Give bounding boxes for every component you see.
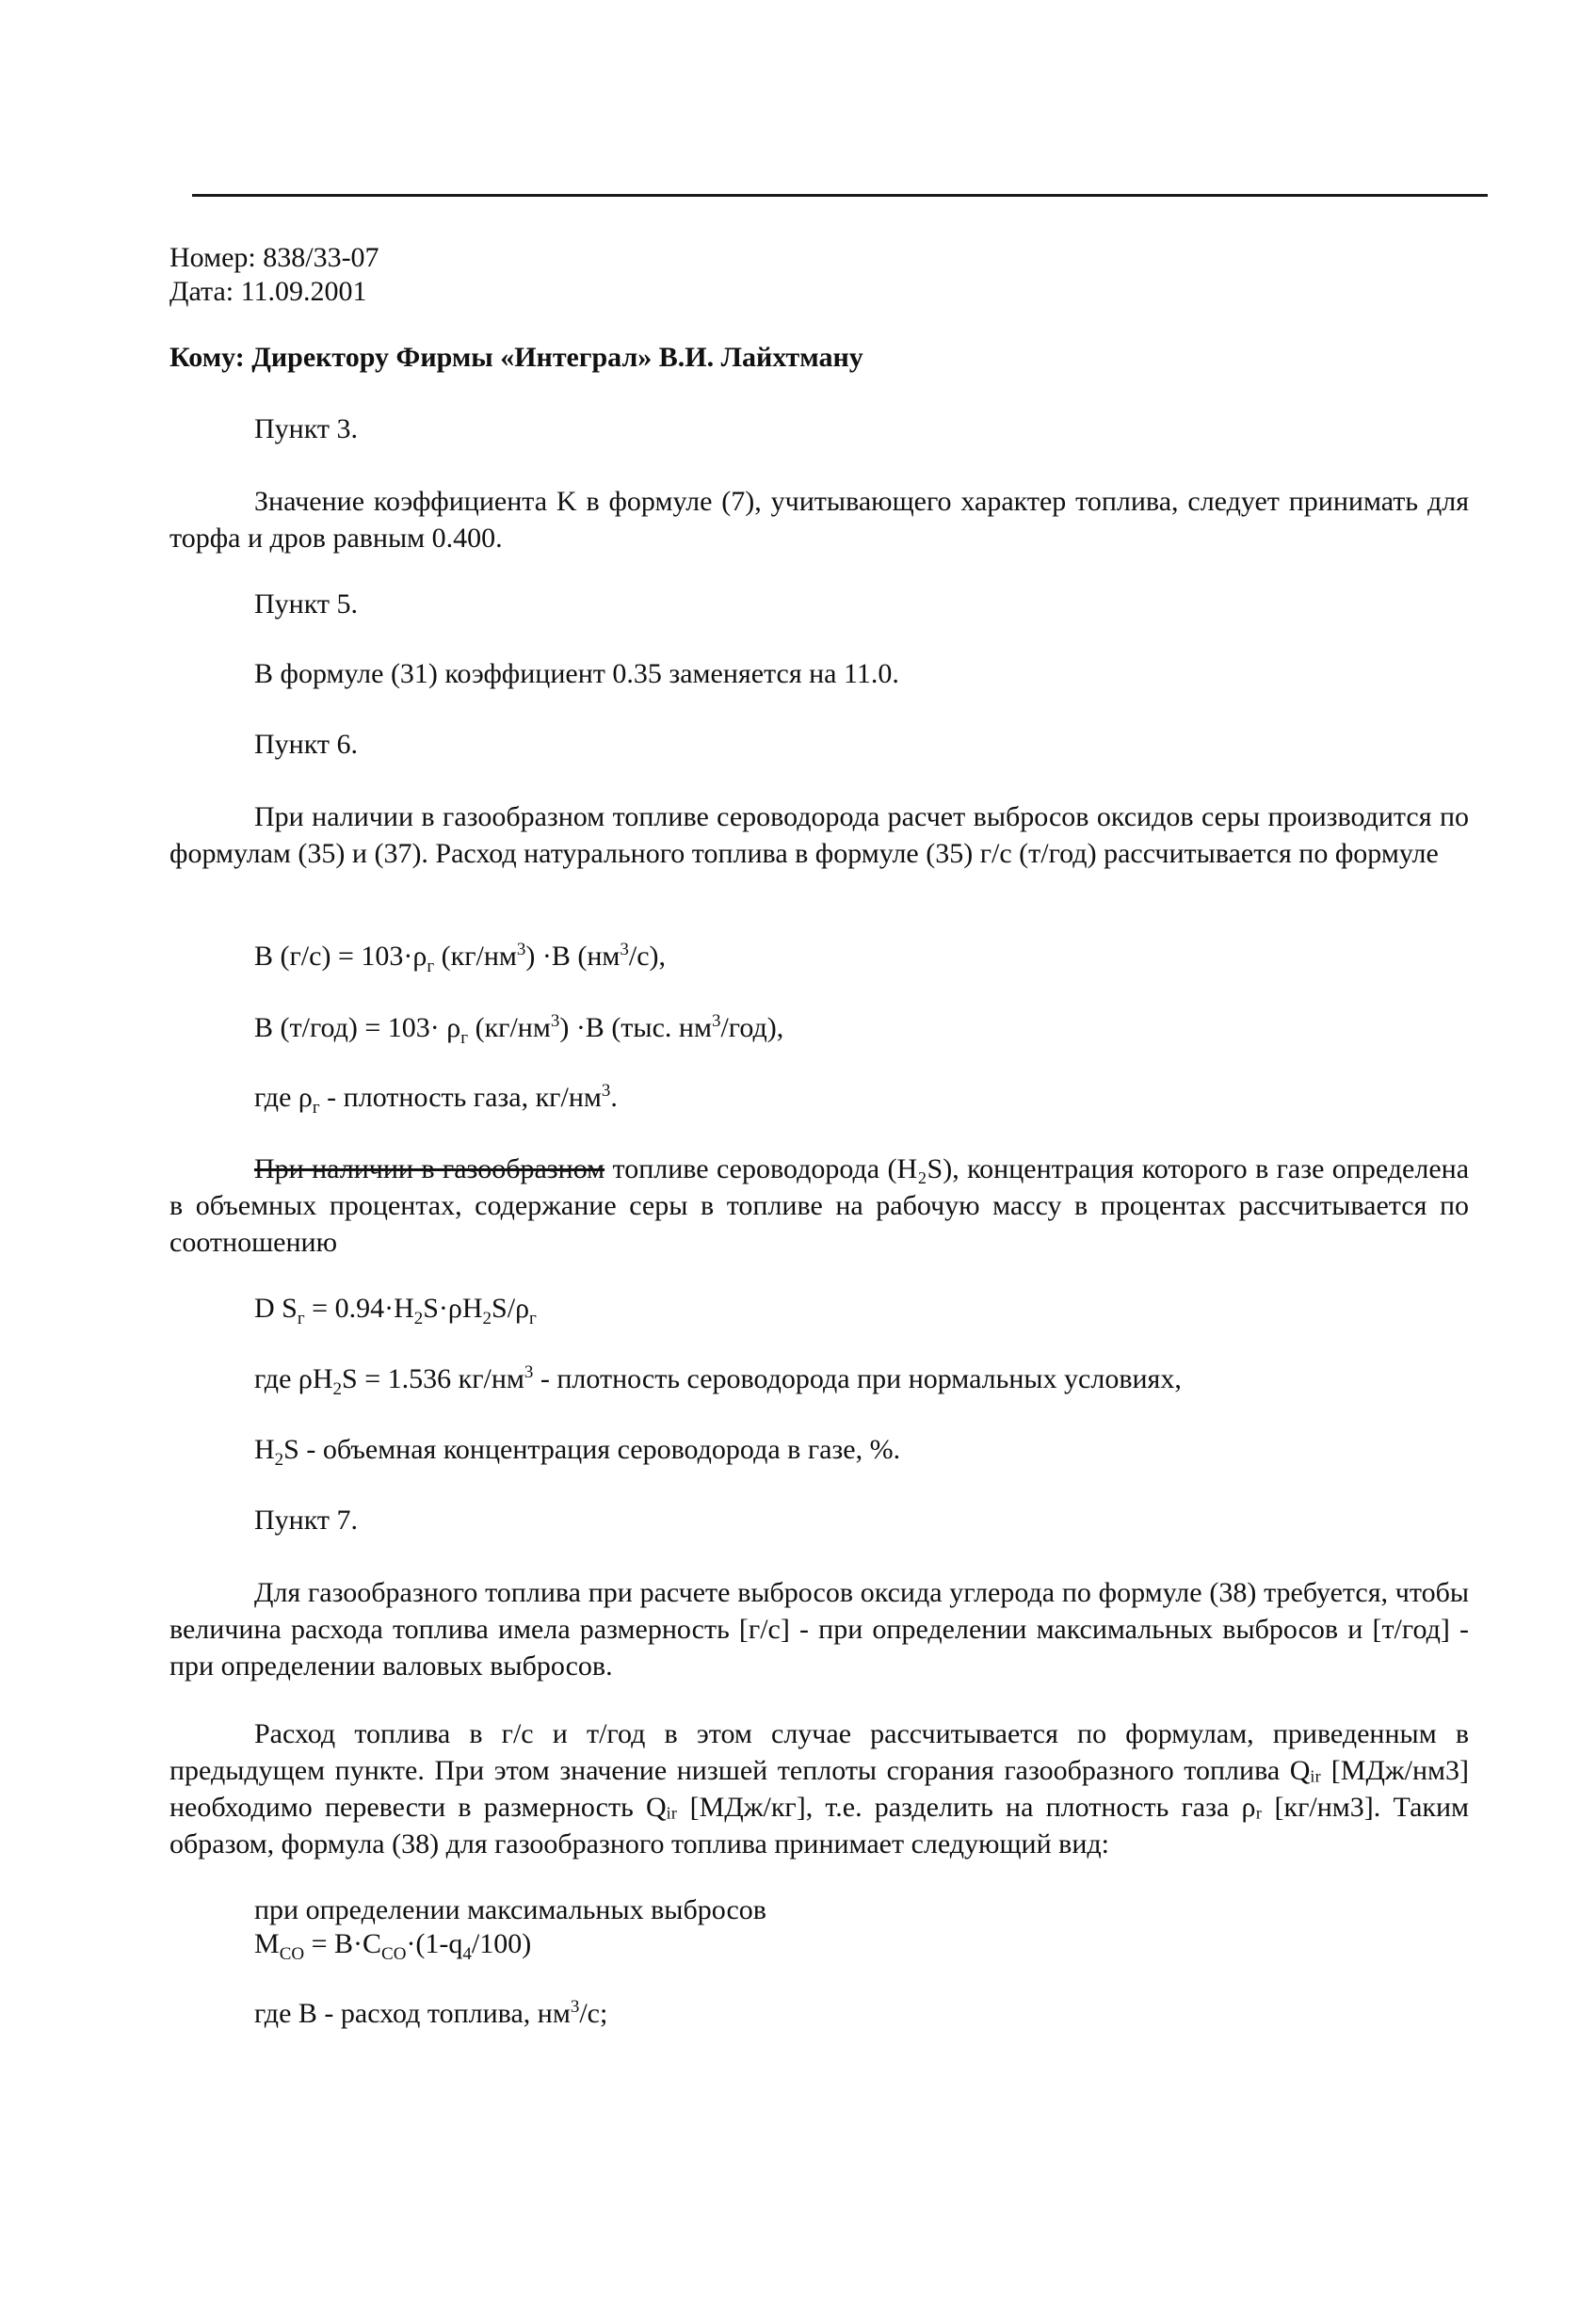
item-5-heading: Пункт 5. [254,588,359,620]
item-6-sulfur-text: При наличии в газообразном топливе сероводорода (H₂S), концентрация которого в газе определена в объемных процентах, содержание серы в топливе на рабочую массу в процентах рассчитывается по соотношению [169,1153,1470,1258]
item-7-heading: Пункт 7. [254,1505,359,1536]
item-7-text: Для газообразного топлива при расчете выбросов оксида углерода по формуле (38) требуется, чтобы величина расхода топлива имела размерность [г/с] - при определении максимальных выбросов и [т/год] - при определении валовых выбросов. [169,1577,1469,1682]
formula-where-fuel-consumption: где В - расход топлива, $нм^3/с$; [254,1997,608,2029]
formula-where-density: где $\rho_г$ - плотность газа, $кг/нм^3$. [254,1081,618,1118]
formula-b-tyear: В $(т/год) = 103\cdot \rho_г$ $(кг/нм^3) \cdot В$ (тыс. $нм^3/год$), [254,1011,784,1048]
document-number: Номер: 838/33-07 [169,242,379,273]
formula-where-h2s-concentration: $H_2S$ - объемная концентрация сероводорода в газе, %. [254,1434,901,1470]
header-rule [192,194,1488,197]
document-date: Дата: 11.09.2001 [169,276,367,307]
addressee: Кому: Директору Фирмы «Интеграл» В.И. Лайхтману [169,342,863,373]
item-6-text: При наличии в газообразном топливе сероводорода расчет выбросов оксидов серы производится по формулам (35) и (37). Расход натурального топлива в формуле (35) г/с (т/год) рассчитывается по формуле [169,801,1469,869]
item-5-text: В формуле (31) коэффициент 0.35 заменяется на 11.0. [254,658,899,689]
formula-where-h2s-density: где $\rho H_2S = 1.536$ $кг/нм^3$ - плотность сероводорода при нормальных условиях, [254,1362,1182,1399]
item-3-text: Значение коэффициента K в формуле (7), учитывающего характер топлива, следует принимать для торфа и дров равным 0.400. [169,486,1469,554]
item-3-heading: Пункт 3. [254,413,359,444]
item-7-fuel-text: Расход топлива в г/с и т/год в этом случае рассчитывается по формулам, приведенным в предыдущем пункте. При этом значение низшей теплоты сгорания газообразного топлива Qᵢᵣ [МДж/нм3] необходимо перевести в размерность Qᵢᵣ [МДж/кг], т.е. разделить на плотность газа ρᵣ [кг/нм3]. Таким образом, формула (38) для газообразного топлива принимает следующий вид: [169,1718,1469,1859]
formula-mco: $M_{CO} = B\cdot C_{CO}\cdot(1-q_4/100)$ [254,1928,532,1964]
item-6-heading: Пункт 6. [254,729,359,760]
formula-b-gs: В $(г/с) = 103\cdot\rho_г$ $(кг/нм^3) \cdot В$ $(нм^3/с)$, [254,940,667,976]
formula-sulfur: D $S_г = 0.94\cdot H_2S\cdot\rho H_2S/\rho_г$ [254,1293,537,1328]
max-emissions-label: при определении максимальных выбросов [254,1894,766,1925]
